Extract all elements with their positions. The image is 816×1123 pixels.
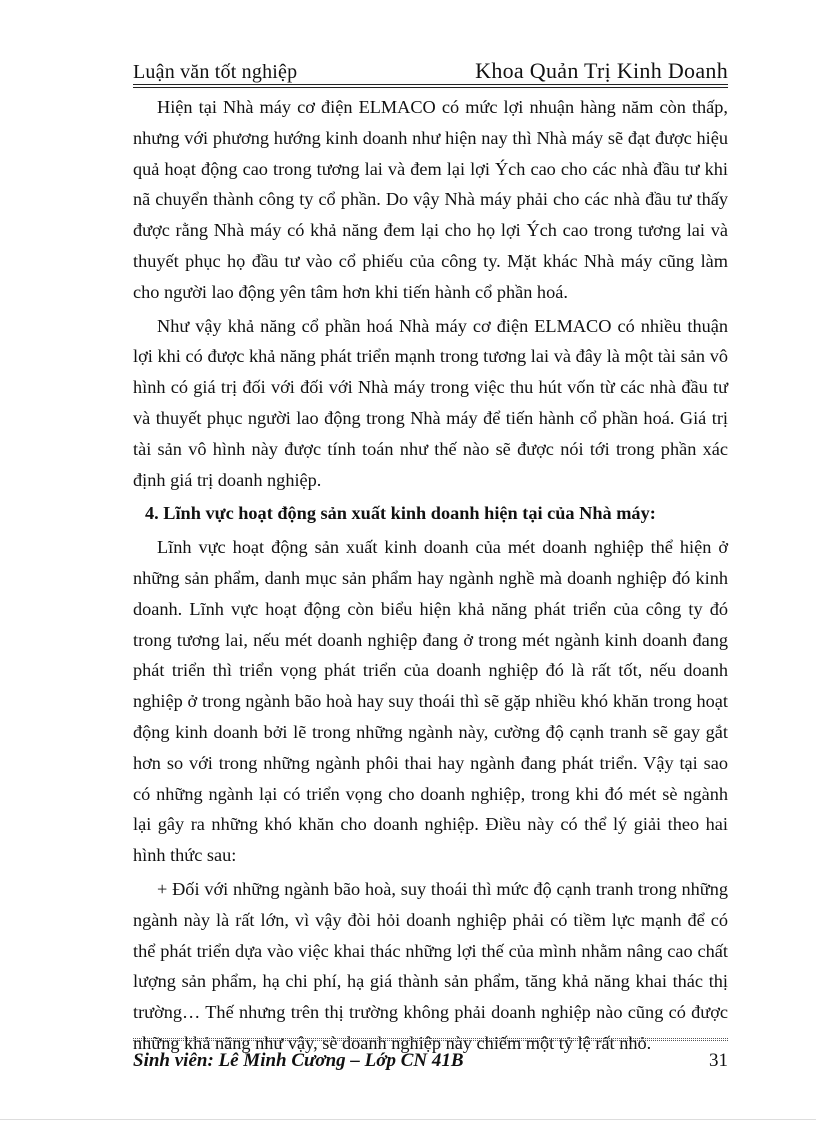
header-divider-second (133, 87, 728, 88)
page-footer (133, 1050, 728, 1072)
footer-student-info: Sinh viên: Lê Minh Cương – Lớp CN 41B (133, 1050, 464, 1071)
page-header (133, 50, 728, 84)
footer-divider-second (133, 1040, 728, 1041)
paragraph-1: Hiện tại Nhà máy cơ điện ELMACO có mức lợi nhuận hàng năm còn thấp, nhưng với phương hướng kinh doanh như hiện nay thì Nhà máy sẽ đạt được hiệu quả hoạt động cao trong tương lai và đem lại lợi Ých cao cho các nhà đầu tư khi nã chuyển thành công ty cổ phần. Do vậy Nhà máy phải cho các nhà đầu tư thấy được rằng Nhà máy có khả năng đem lại cho họ lợi Ých cao trong tương lai và thuyết phục họ đầu tư vào cổ phiếu của công ty. Mặt khác Nhà máy cũng làm cho người lao động yên tâm hơn khi tiến hành cổ phần hoá. (133, 97, 728, 302)
header-faculty-label: Khoa Quản Trị Kinh Doanh (475, 58, 728, 83)
page-number: 31 (709, 1050, 728, 1071)
page-bottom-edge (0, 1119, 816, 1120)
section-heading: 4. Lĩnh vực hoạt động sản xuất kinh doanh hiện tại của Nhà máy: (145, 503, 656, 524)
paragraph-4: + Đối với những ngành bão hoà, suy thoái thì mức độ cạnh tranh trong những ngành này là rất lớn, vì vậy đòi hỏi doanh nghiệp phải có tiềm lực mạnh để có thể phát triển dựa vào việc khai thác những lợi thế của mình nhằm nâng cao chất lượng sản phẩm, hạ chi phí, hạ giá thành sản phẩm, tăng khả năng khai thác thị trường… Thế nhưng trên thị trường không phải doanh nghiệp nào cũng có được những khả năng như vậy, sè doanh nghiệp này chiếm một tỷ lệ rất nhỏ. (133, 878, 728, 1053)
header-thesis-label: Luận văn tốt nghiệp (133, 61, 298, 83)
page-body (133, 92, 728, 1062)
paragraph-2: Như vậy khả năng cổ phần hoá Nhà máy cơ điện ELMACO có nhiều thuận lợi khi có được khả năng phát triển mạnh trong tương lai và đây là một tài sản vô hình có giá trị đối với đối với Nhà máy trong việc thu hút vốn từ các nhà đầu tư và thuyết phục người lao động trong Nhà máy để tiến hành cổ phần hoá. Giá trị tài sản vô hình này được tính toán như thế nào sẽ được nói tới trong phần xác định giá trị doanh nghiệp. (133, 315, 728, 490)
footer-divider (133, 1038, 728, 1039)
header-divider (133, 84, 728, 85)
paragraph-3: Lĩnh vực hoạt động sản xuất kinh doanh của mét doanh nghiệp thể hiện ở những sản phẩm, danh mục sản phẩm hay ngành nghề mà doanh nghiệp đó kinh doanh. Lĩnh vực hoạt động còn biểu hiện khả năng phát triển của công ty đó trong tương lai, nếu mét doanh nghiệp đang ở trong mét ngành kinh doanh đang phát triển thì triển vọng phát triển của doanh nghiệp đó là rất tốt, nếu doanh nghiệp ở trong ngành bão hoà hay suy thoái thì sẽ gặp nhiều khó khăn trong hoạt động kinh doanh bởi lẽ trong những ngành này, cường độ cạnh tranh sẽ gay gắt hơn so với trong những ngành phôi thai hay ngành đang phát triển. Vậy tại sao có những ngành lại có triển vọng cho doanh nghiệp, trong khi đó mét sè ngành lại gây ra những khó khăn cho doanh nghiệp. Điều này có thể lý giải theo hai hình thức sau: (133, 537, 728, 866)
